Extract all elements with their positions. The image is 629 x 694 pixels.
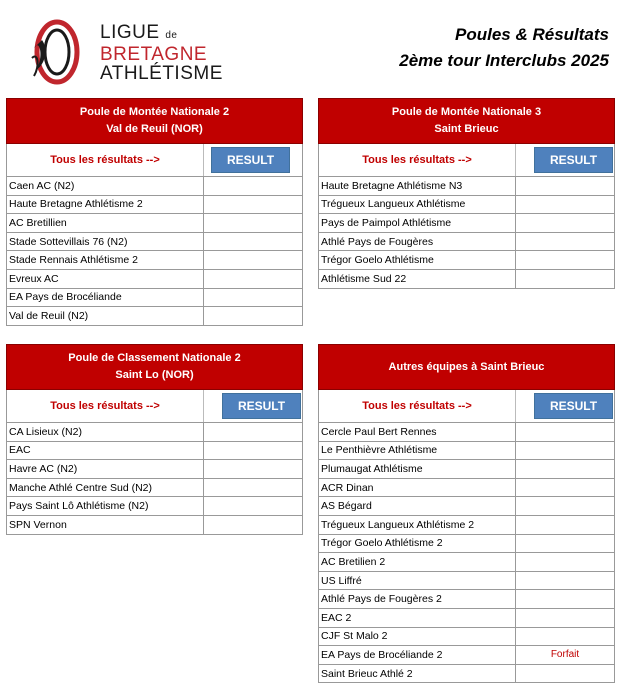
team-result xyxy=(516,251,614,269)
team-row xyxy=(6,233,303,252)
team-name: Havre AC (N2) xyxy=(7,460,204,478)
team-name: CJF St Malo 2 xyxy=(319,628,516,646)
team-result xyxy=(204,479,302,497)
team-name: US Liffré xyxy=(319,572,516,590)
league-logo xyxy=(30,18,230,88)
poule-title: Poule de Classement Nationale 2 xyxy=(68,352,241,364)
all-results-label: Tous les résultats --> xyxy=(319,390,516,422)
team-name: Trégor Goelo Athlétisme xyxy=(319,251,516,269)
team-result xyxy=(204,251,302,269)
title-line-1: Poules & Résultats xyxy=(455,25,609,44)
team-name: Val de Reuil (N2) xyxy=(7,307,204,325)
team-row xyxy=(6,423,303,442)
team-result xyxy=(516,572,614,590)
team-row xyxy=(318,572,615,591)
team-result xyxy=(204,196,302,214)
team-row xyxy=(318,590,615,609)
team-result xyxy=(516,214,614,232)
logo-wordmark: LIGUE de BRETAGNE ATHLÉTISME xyxy=(100,22,223,84)
team-row xyxy=(6,177,303,196)
team-row xyxy=(6,479,303,498)
team-result xyxy=(516,609,614,627)
team-name: Cercle Paul Bert Rennes xyxy=(319,423,516,441)
team-row xyxy=(6,442,303,461)
team-result xyxy=(516,423,614,441)
team-name: AS Bégard xyxy=(319,497,516,515)
team-row xyxy=(318,196,615,215)
team-row xyxy=(6,214,303,233)
team-name: SPN Vernon xyxy=(7,516,204,534)
team-result xyxy=(516,177,614,195)
team-result xyxy=(204,307,302,325)
track-logo-icon xyxy=(30,18,82,86)
poule-title: Autres équipes à Saint Brieuc xyxy=(388,360,545,373)
team-row xyxy=(318,251,615,270)
team-row xyxy=(318,233,615,252)
team-row xyxy=(318,442,615,461)
result-row xyxy=(6,390,303,423)
poule-title: Poule de Montée Nationale 2 xyxy=(79,106,230,118)
result-button[interactable]: RESULT xyxy=(222,393,301,419)
team-row xyxy=(6,289,303,308)
team-row xyxy=(6,251,303,270)
team-row xyxy=(318,553,615,572)
team-name: EAC 2 xyxy=(319,609,516,627)
team-name: AC Bretillien xyxy=(7,214,204,232)
team-name: Athlé Pays de Fougères xyxy=(319,233,516,251)
team-result xyxy=(204,233,302,251)
team-result xyxy=(516,196,614,214)
team-result: Forfait xyxy=(550,649,580,661)
team-row xyxy=(318,423,615,442)
result-button[interactable]: RESULT xyxy=(534,147,613,173)
team-row xyxy=(318,609,615,628)
team-name: EAC xyxy=(7,442,204,460)
team-name: Le Penthièvre Athlétisme xyxy=(319,442,516,460)
poule-subtitle: Val de Reuil (NOR) xyxy=(106,123,203,135)
team-row xyxy=(318,665,615,684)
team-name: Trégueux Langueux Athlétisme 2 xyxy=(319,516,516,534)
team-row xyxy=(6,497,303,516)
team-name: Athlé Pays de Fougères 2 xyxy=(319,590,516,608)
result-row xyxy=(6,144,303,177)
team-result xyxy=(204,497,302,515)
poule-montee-n3 xyxy=(318,98,615,289)
team-row xyxy=(6,516,303,535)
team-row xyxy=(318,479,615,498)
team-name: Saint Brieuc Athlé 2 xyxy=(319,665,516,683)
team-result xyxy=(204,442,302,460)
team-row xyxy=(318,214,615,233)
team-name: EA Pays de Brocéliande xyxy=(7,289,204,307)
poule-title: Poule de Montée Nationale 3 xyxy=(391,106,542,118)
result-row xyxy=(318,144,615,177)
team-result xyxy=(204,460,302,478)
team-row xyxy=(318,177,615,196)
team-name: Haute Bretagne Athlétisme N3 xyxy=(319,177,516,195)
team-result xyxy=(516,460,614,478)
poule-header xyxy=(318,344,615,390)
team-row xyxy=(318,628,615,647)
team-name: Athlétisme Sud 22 xyxy=(319,270,516,288)
team-result xyxy=(204,177,302,195)
team-name: Pays de Paimpol Athlétisme xyxy=(319,214,516,232)
team-name: Plumaugat Athlétisme xyxy=(319,460,516,478)
team-result xyxy=(204,270,302,288)
team-result xyxy=(516,553,614,571)
team-row xyxy=(318,497,615,516)
team-result xyxy=(204,516,302,534)
team-name: Stade Sottevillais 76 (N2) xyxy=(7,233,204,251)
all-results-label: Tous les résultats --> xyxy=(7,144,204,176)
result-row xyxy=(318,390,615,423)
poule-montee-n2 xyxy=(6,98,303,326)
team-name: Caen AC (N2) xyxy=(7,177,204,195)
team-result xyxy=(516,535,614,553)
team-result xyxy=(516,628,614,646)
all-results-label: Tous les résultats --> xyxy=(7,390,204,422)
team-name: ACR Dinan xyxy=(319,479,516,497)
page-title xyxy=(399,22,609,74)
all-results-label: Tous les résultats --> xyxy=(319,144,516,176)
team-name: Evreux AC xyxy=(7,270,204,288)
team-result xyxy=(516,516,614,534)
autres-equipes xyxy=(318,344,615,683)
team-row xyxy=(6,196,303,215)
team-result xyxy=(516,442,614,460)
team-name: Stade Rennais Athlétisme 2 xyxy=(7,251,204,269)
team-result xyxy=(516,479,614,497)
team-result xyxy=(516,233,614,251)
result-button[interactable]: RESULT xyxy=(534,393,613,419)
team-name: Manche Athlé Centre Sud (N2) xyxy=(7,479,204,497)
team-name: Trégueux Langueux Athlétisme xyxy=(319,196,516,214)
poule-header xyxy=(6,98,303,144)
result-button[interactable]: RESULT xyxy=(211,147,290,173)
team-result xyxy=(516,270,614,288)
team-row xyxy=(318,270,615,289)
poule-subtitle: Saint Lo (NOR) xyxy=(115,369,194,381)
team-name: Haute Bretagne Athlétisme 2 xyxy=(7,196,204,214)
team-result xyxy=(516,590,614,608)
poule-subtitle: Saint Brieuc xyxy=(434,123,499,135)
team-name: EA Pays de Brocéliande 2 xyxy=(319,646,516,664)
team-row xyxy=(6,270,303,289)
team-result xyxy=(204,423,302,441)
title-line-2: 2ème tour Interclubs 2025 xyxy=(399,51,609,70)
team-name: AC Bretilien 2 xyxy=(319,553,516,571)
team-name: CA Lisieux (N2) xyxy=(7,423,204,441)
team-row xyxy=(6,307,303,326)
team-row xyxy=(318,646,615,665)
team-result xyxy=(204,214,302,232)
team-name: Trégor Goelo Athlétisme 2 xyxy=(319,535,516,553)
team-name: Pays Saint Lô Athlétisme (N2) xyxy=(7,497,204,515)
poule-header xyxy=(6,344,303,390)
team-row xyxy=(6,460,303,479)
team-result xyxy=(516,497,614,515)
team-result xyxy=(516,665,614,683)
poule-header xyxy=(318,98,615,144)
poule-classement-n2 xyxy=(6,344,303,535)
team-row xyxy=(318,516,615,535)
team-result xyxy=(204,289,302,307)
team-row xyxy=(318,460,615,479)
team-row xyxy=(318,535,615,554)
